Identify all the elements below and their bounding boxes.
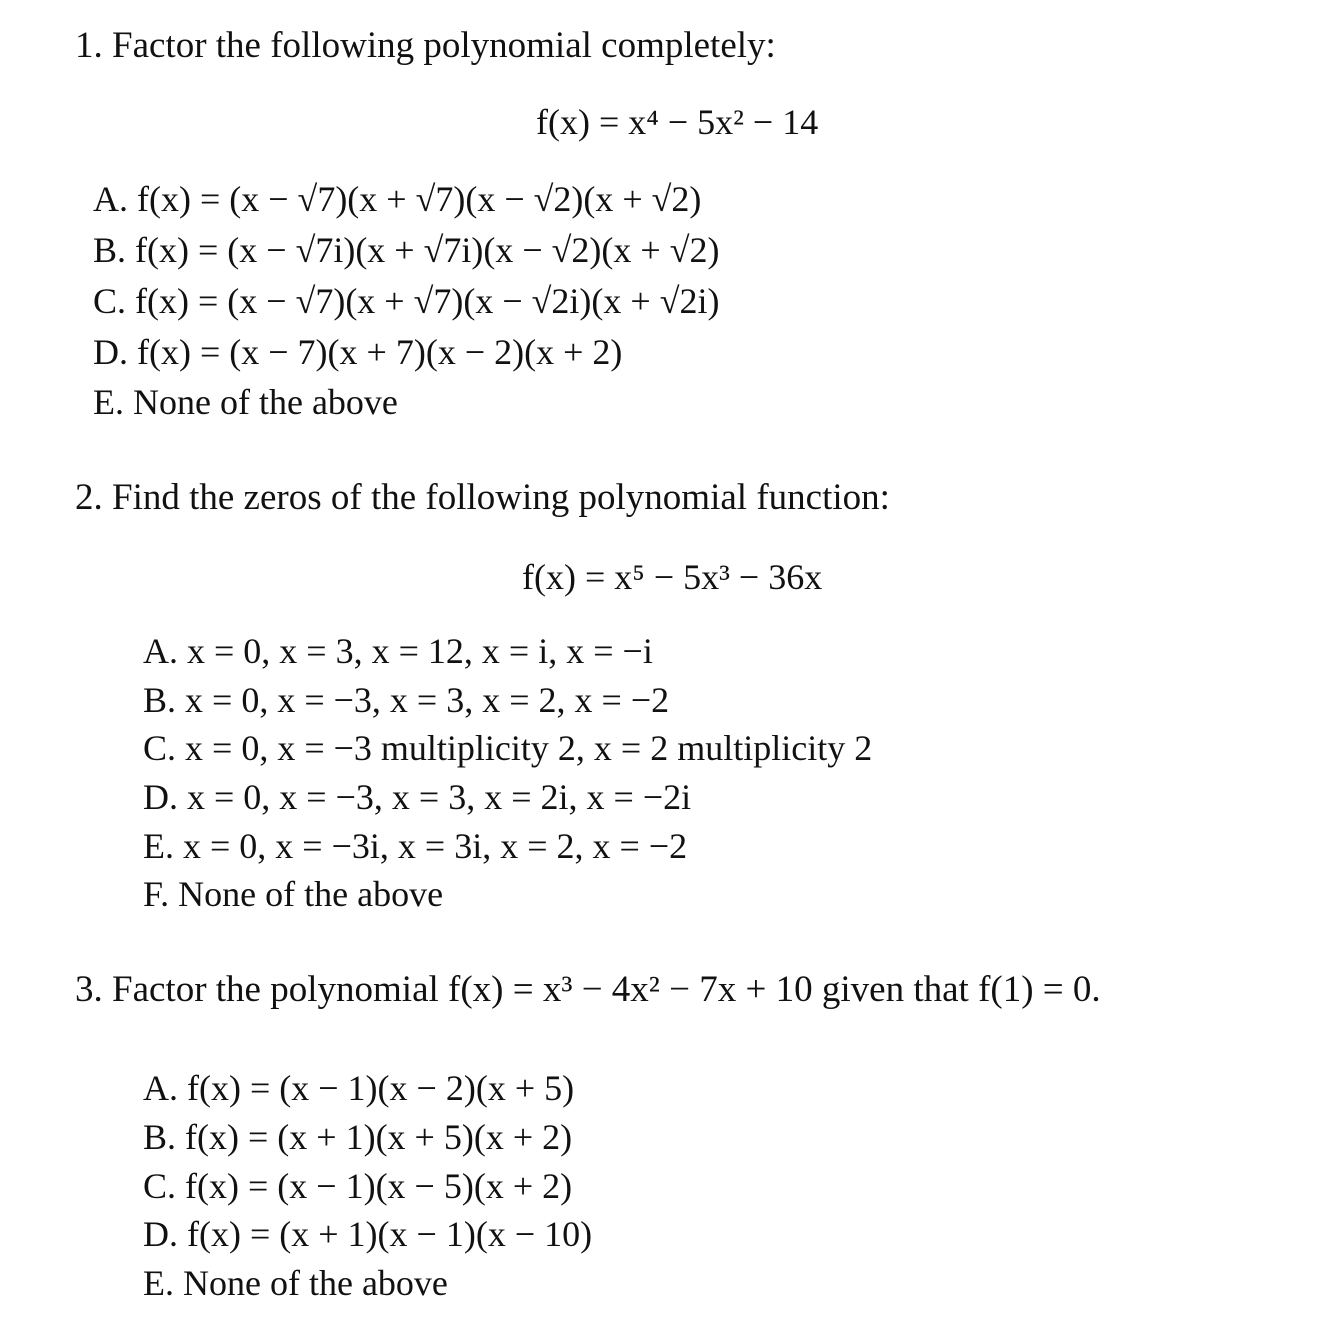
option-label: A. xyxy=(93,179,128,219)
option-text: x = 0, x = −3 multiplicity 2, x = 2 multiplicity 2 xyxy=(185,728,873,768)
option-label: B. xyxy=(93,230,127,270)
question-1-option-b[interactable] xyxy=(93,226,719,274)
option-label: D. xyxy=(93,332,128,372)
option-text: f(x) = (x − √7)(x + √7)(x − √2)(x + √2) xyxy=(137,179,702,219)
question-3-title: 3. Factor the polynomial f(x) = x³ − 4x² − 7x + 10 given that f(1) = 0. xyxy=(75,969,1101,1010)
question-2-option-f[interactable] xyxy=(143,870,443,918)
option-text: f(x) = (x + 1)(x + 5)(x + 2) xyxy=(185,1117,573,1157)
option-label: A. xyxy=(143,631,178,671)
option-text: f(x) = (x + 1)(x − 1)(x − 10) xyxy=(187,1214,593,1254)
option-text: x = 0, x = 3, x = 12, x = i, x = −i xyxy=(187,631,653,671)
option-text: f(x) = (x − 1)(x − 2)(x + 5) xyxy=(187,1068,575,1108)
option-label: C. xyxy=(93,281,127,321)
question-1-equation: f(x) = x⁴ − 5x² − 14 xyxy=(536,102,819,142)
question-2-option-a[interactable] xyxy=(143,627,653,675)
question-2-option-d[interactable] xyxy=(143,773,691,821)
option-text: f(x) = (x − 7)(x + 7)(x − 2)(x + 2) xyxy=(137,332,623,372)
option-label: B. xyxy=(143,1117,177,1157)
question-1-title: 1. Factor the following polynomial completely: xyxy=(75,25,776,66)
question-2-option-b[interactable] xyxy=(143,676,669,724)
option-label: E. xyxy=(143,1263,174,1303)
option-text: None of the above xyxy=(183,1263,448,1303)
option-text: f(x) = (x − 1)(x − 5)(x + 2) xyxy=(185,1166,573,1206)
question-3-option-c[interactable] xyxy=(143,1162,572,1210)
question-1-option-e[interactable] xyxy=(93,378,398,426)
option-text: None of the above xyxy=(133,382,398,422)
option-label: E. xyxy=(93,382,124,422)
option-label: A. xyxy=(143,1068,178,1108)
option-label: C. xyxy=(143,728,177,768)
question-3-option-b[interactable] xyxy=(143,1113,572,1161)
option-text: x = 0, x = −3, x = 3, x = 2i, x = −2i xyxy=(187,777,692,817)
question-1-option-a[interactable] xyxy=(93,175,701,223)
question-1-option-c[interactable] xyxy=(93,277,719,325)
option-text: f(x) = (x − √7i)(x + √7i)(x − √2)(x + √2) xyxy=(135,230,720,270)
question-2-option-c[interactable] xyxy=(143,724,872,772)
question-2-equation: f(x) = x⁵ − 5x³ − 36x xyxy=(522,557,823,597)
question-3-option-a[interactable] xyxy=(143,1064,574,1112)
option-text: None of the above xyxy=(178,874,444,914)
question-3-option-e[interactable] xyxy=(143,1259,448,1307)
option-label: D. xyxy=(143,1214,178,1254)
option-label: C. xyxy=(143,1166,177,1206)
option-label: F. xyxy=(143,874,170,914)
option-text: x = 0, x = −3i, x = 3i, x = 2, x = −2 xyxy=(183,826,688,866)
question-1-option-d[interactable] xyxy=(93,328,622,376)
question-2-title: 2. Find the zeros of the following polynomial function: xyxy=(75,477,890,518)
option-label: E. xyxy=(143,826,174,866)
option-label: B. xyxy=(143,680,177,720)
question-3-option-d[interactable] xyxy=(143,1210,592,1258)
option-text: x = 0, x = −3, x = 3, x = 2, x = −2 xyxy=(185,680,670,720)
option-text: f(x) = (x − √7)(x + √7)(x − √2i)(x + √2i) xyxy=(135,281,720,321)
option-label: D. xyxy=(143,777,178,817)
question-2-option-e[interactable] xyxy=(143,822,687,870)
